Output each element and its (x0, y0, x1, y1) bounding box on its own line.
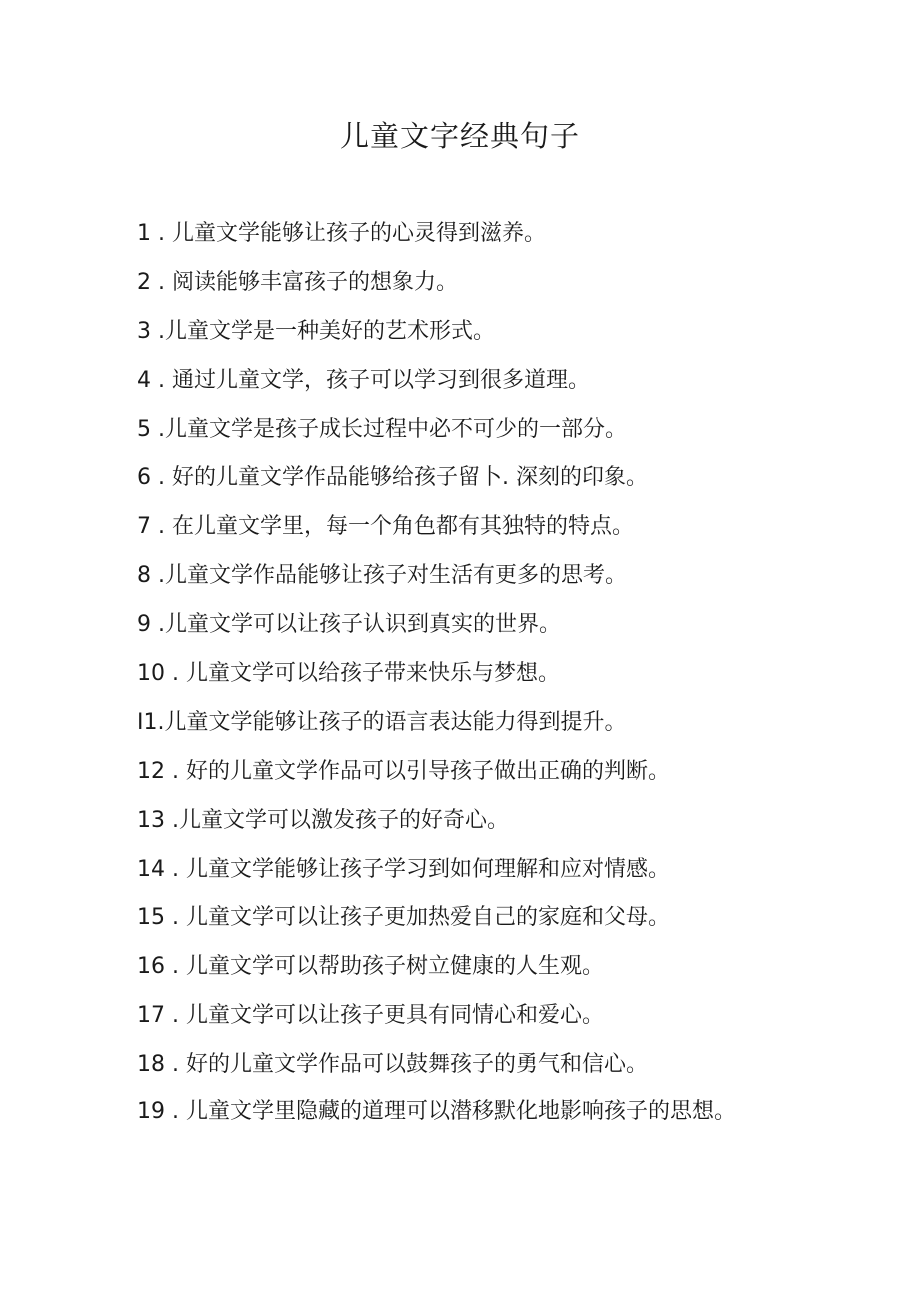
sentence-12: 12 . 好的儿童文学作品可以引导孩子做出正确的判断。 (137, 758, 670, 784)
document-title: 儿童文字经典句子 (339, 119, 580, 153)
sentence-19: 19 . 儿童文学里隐藏的道理可以潜移默化地影响孩子的思想。 (137, 1099, 736, 1125)
sentence-8: 8 .儿童文学作品能够让孩子对生活有更多的思考。 (137, 563, 627, 589)
sentence-17: 17 . 儿童文学可以让孩子更具有同情心和爱心。 (137, 1003, 604, 1029)
sentence-5: 5 .儿童文学是孩子成长过程中必不可少的一部分。 (137, 416, 627, 442)
sentence-14: 14 . 儿童文学能够让孩子学习到如何理解和应对情感。 (137, 856, 670, 882)
sentence-13: 13 .儿童文学可以激发孩子的好奇心。 (137, 807, 509, 833)
sentence-2: 2 . 阅读能够丰富孩子的想象力。 (137, 269, 458, 295)
sentence-3: 3 .儿童文学是一种美好的艺术形式。 (137, 318, 495, 344)
sentence-9: 9 .儿童文学可以让孩子认识到真实的世界。 (137, 612, 561, 638)
sentence-18: 18 . 好的儿童文学作品可以鼓舞孩子的勇气和信心。 (137, 1052, 648, 1078)
sentence-10: 10 . 儿童文学可以给孩子带来快乐与梦想。 (137, 661, 560, 687)
sentence-15: 15 . 儿童文学可以让孩子更加热爱自己的家庭和父母。 (137, 905, 670, 931)
sentence-4: 4 . 通过儿童文学，孩子可以学习到很多道理。 (137, 367, 590, 393)
sentence-11: I1.儿童文学能够让孩子的语言表达能力得到提升。 (137, 709, 627, 735)
sentence-6: 6 . 好的儿童文学作品能够给孩子留卜. 深刻的印象。 (137, 465, 648, 491)
sentence-16: 16 . 儿童文学可以帮助孩子树立健康的人生观。 (137, 954, 604, 980)
sentence-list (137, 218, 767, 1144)
sentence-7: 7 . 在儿童文学里，每一个角色都有其独特的特点。 (137, 514, 634, 540)
sentence-1: 1 . 儿童文学能够让孩子的心灵得到滋养。 (137, 221, 546, 246)
